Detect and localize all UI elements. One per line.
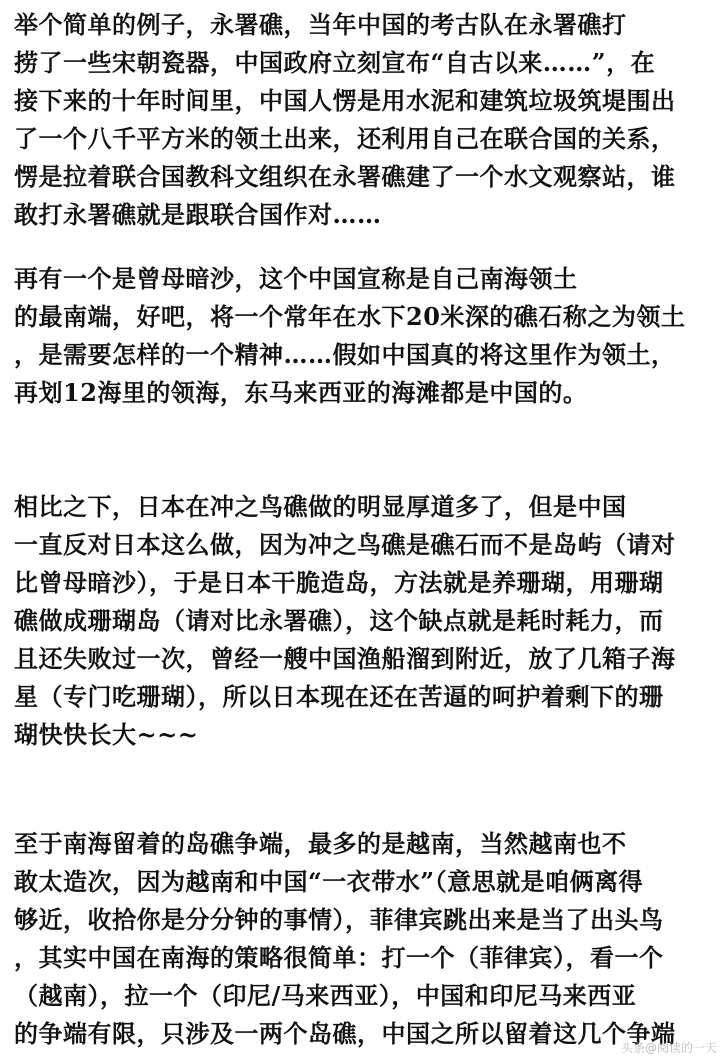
paragraph-south-china-sea-disputes <box>14 825 714 1053</box>
text-line: 举个简单的例子，永署礁，当年中国的考古队在永署礁打 <box>14 10 627 39</box>
text-line: 敢太造次，因为越南和中国“一衣带水”（意思就是咱俩离得 <box>14 867 644 896</box>
text-line: 了一个八千平方米的领土出来，还利用自己在联合国的关系， <box>14 124 676 153</box>
text-line: 再有一个是曾母暗沙，这个中国宣称是自己南海领土 <box>14 264 578 293</box>
text-line: 再划12海里的领海，东马来西亚的海滩都是中国的。 <box>14 378 588 407</box>
text-line: 瑚快快长大~~~ <box>14 720 199 749</box>
text-line: 至于南海留着的岛礁争端，最多的是越南，当然越南也不 <box>14 829 627 858</box>
text-line: 比曾母暗沙），于是日本干脆造岛，方法就是养珊瑚，用珊瑚 <box>14 568 664 597</box>
text-line: 的最南端，好吧，将一个常年在水下20米深的礁石称之为领土 <box>14 302 686 331</box>
text-line: 一直反对日本这么做，因为冲之鸟礁是礁石而不是岛屿（请对 <box>14 530 676 559</box>
text-line: 敢打永署礁就是跟联合国作对…… <box>14 200 382 229</box>
text-line: 星（专门吃珊瑚），所以日本现在还在苦逼的呵护着剩下的珊 <box>14 682 664 711</box>
text-line: 且还失败过一次，曾经一艘中国渔船溜到附近，放了几箱子海 <box>14 644 676 673</box>
paragraph-yongshu-reef <box>14 6 714 234</box>
text-line: 愣是拉着联合国教科文组织在永署礁建了一个水文观察站，谁 <box>14 162 676 191</box>
text-line: 够近，收拾你是分分钟的事情），菲律宾跳出来是当了出头鸟 <box>14 905 664 934</box>
text-line: ，其实中国在南海的策略很简单：打一个（菲律宾），看一个 <box>14 943 664 972</box>
paragraph-james-shoal <box>14 260 714 412</box>
text-line: 礁做成珊瑚岛（请对比永署礁），这个缺点就是耗时耗力，而 <box>14 606 664 635</box>
paragraph-okinotorishima <box>14 488 714 754</box>
text-line: 的争端有限，只涉及一两个岛礁，中国之所以留着这几个争端 <box>14 1019 676 1048</box>
text-line: 捞了一些宋朝瓷器，中国政府立刻宣布“自古以来……”，在 <box>14 48 656 77</box>
text-line: 相比之下，日本在冲之鸟礁做的明显厚道多了，但是中国 <box>14 492 627 521</box>
text-line: 接下来的十年时间里，中国人愣是用水泥和建筑垃圾筑堤围出 <box>14 86 676 115</box>
text-line: （越南），拉一个（印尼/马来西亚），中国和印尼马来西亚 <box>14 981 637 1010</box>
watermark: 头条@阅读的一天 <box>620 1041 717 1055</box>
text-line: ，是需要怎样的一个精神……假如中国真的将这里作为领土， <box>14 340 676 369</box>
